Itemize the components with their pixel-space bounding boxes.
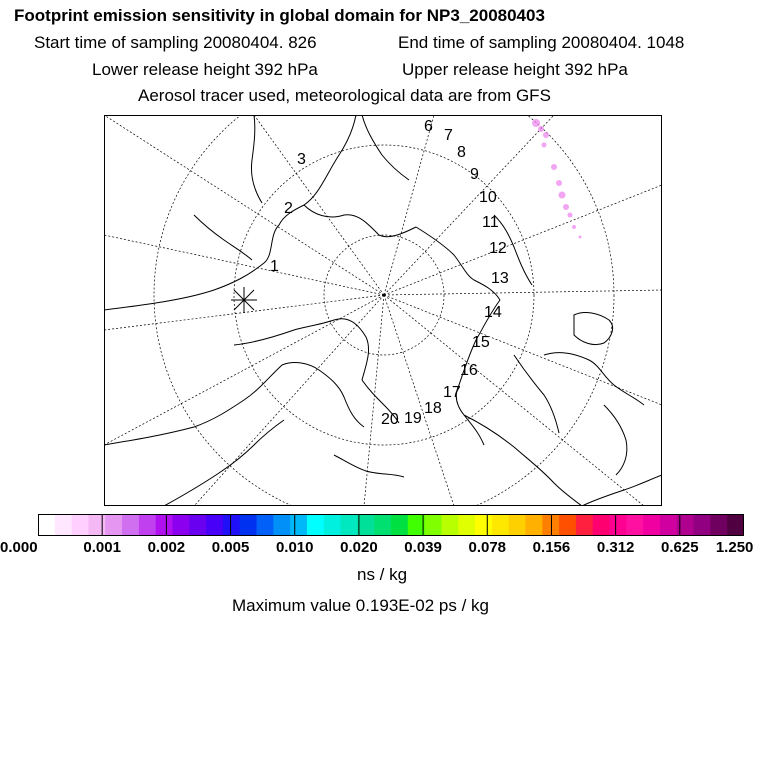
trajectory-label-14: 14 [484, 304, 502, 321]
colorbar-tick-label: 0.312 [596, 539, 635, 556]
colorbar-swatch [172, 514, 189, 536]
colorbar-swatch [542, 514, 559, 536]
start-time-label: Start time of sampling 20080404. 826 [34, 33, 317, 52]
release-site-marker [231, 287, 257, 313]
colorbar-swatch [55, 514, 72, 536]
colorbar-tick-label: 0.020 [340, 539, 378, 556]
trajectory-label-1: 1 [270, 258, 279, 275]
colorbar-swatch [559, 514, 576, 536]
colorbar-tick-label: 0.005 [211, 539, 250, 556]
trajectory-label-6: 6 [424, 118, 433, 135]
colorbar-swatch [610, 514, 627, 536]
colorbar-swatch [290, 514, 307, 536]
trajectory-label-20: 20 [381, 411, 399, 428]
colorbar-swatch [509, 514, 526, 536]
trajectory-label-12: 12 [489, 240, 507, 257]
colorbar-swatch [710, 514, 727, 536]
colorbar-swatch [660, 514, 677, 536]
colorbar-swatch [105, 514, 122, 536]
trajectory-label-10: 10 [479, 189, 497, 206]
trajectory-label-11: 11 [482, 214, 499, 231]
polar-map [104, 115, 662, 506]
upper-height-label: Upper release height 392 hPa [402, 60, 628, 79]
colorbar-swatch [408, 514, 425, 536]
end-time-label: End time of sampling 20080404. 1048 [398, 33, 685, 52]
trajectory-label-18: 18 [424, 400, 442, 417]
colorbar-swatch [273, 514, 290, 536]
trajectory-label-7: 7 [444, 127, 453, 144]
colorbar-swatch [206, 514, 223, 536]
colorbar-swatch [189, 514, 206, 536]
trajectory-label-13: 13 [491, 270, 509, 287]
colorbar-swatch [576, 514, 593, 536]
colorbar-swatch [492, 514, 509, 536]
colorbar-swatch [38, 514, 55, 536]
colorbar-tick-label: 0.002 [147, 539, 186, 556]
colorbar [38, 514, 744, 536]
colorbar-tick-label: 0.001 [83, 539, 121, 556]
trajectory-label-3: 3 [297, 151, 306, 168]
colorbar-swatch [626, 514, 643, 536]
colorbar-swatch [458, 514, 475, 536]
colorbar-swatch [525, 514, 542, 536]
trajectory-label-2: 2 [284, 200, 293, 217]
colorbar-tick-label: 0.039 [404, 539, 442, 556]
colorbar-tick-label: 1.250 [715, 539, 754, 556]
lower-height-label: Lower release height 392 hPa [92, 60, 318, 79]
colorbar-tick-label: 0.000 [0, 539, 38, 556]
tracer-note: Aerosol tracer used, meteorological data are from GFS [138, 86, 551, 105]
colorbar-swatch [240, 514, 257, 536]
maximum-value: Maximum value 0.193E-02 ps / kg [232, 596, 490, 615]
colorbar-swatch [139, 514, 156, 536]
colorbar-swatch [643, 514, 660, 536]
colorbar-swatch [727, 514, 744, 536]
colorbar-swatch [122, 514, 139, 536]
colorbar-swatch [307, 514, 324, 536]
colorbar-swatch [357, 514, 374, 536]
colorbar-unit: ns / kg [357, 565, 408, 584]
colorbar-swatch [475, 514, 492, 536]
colorbar-tick-label: 0.010 [275, 539, 314, 556]
colorbar-swatch [694, 514, 711, 536]
trajectory-label-16: 16 [460, 362, 478, 379]
colorbar-swatch [88, 514, 105, 536]
colorbar-swatch [324, 514, 341, 536]
trajectory-label-17: 17 [443, 384, 461, 401]
colorbar-swatch [441, 514, 458, 536]
trajectory-label-8: 8 [457, 144, 466, 161]
colorbar-swatch [156, 514, 173, 536]
colorbar-swatch [223, 514, 240, 536]
trajectory-label-19: 19 [404, 410, 422, 427]
colorbar-swatch [72, 514, 89, 536]
colorbar-swatch [593, 514, 610, 536]
colorbar-tick-label: 0.078 [468, 539, 507, 556]
trajectory-label-9: 9 [470, 166, 479, 183]
colorbar-swatch [425, 514, 442, 536]
trajectory-label-15: 15 [472, 334, 490, 351]
colorbar-swatch [391, 514, 408, 536]
colorbar-tick-label: 0.156 [532, 539, 571, 556]
colorbar-swatch [341, 514, 358, 536]
plot-title: Footprint emission sensitivity in global domain for NP3_20080403 [14, 6, 545, 25]
colorbar-tick-label: 0.625 [661, 539, 699, 556]
colorbar-swatch [374, 514, 391, 536]
colorbar-swatch [257, 514, 274, 536]
